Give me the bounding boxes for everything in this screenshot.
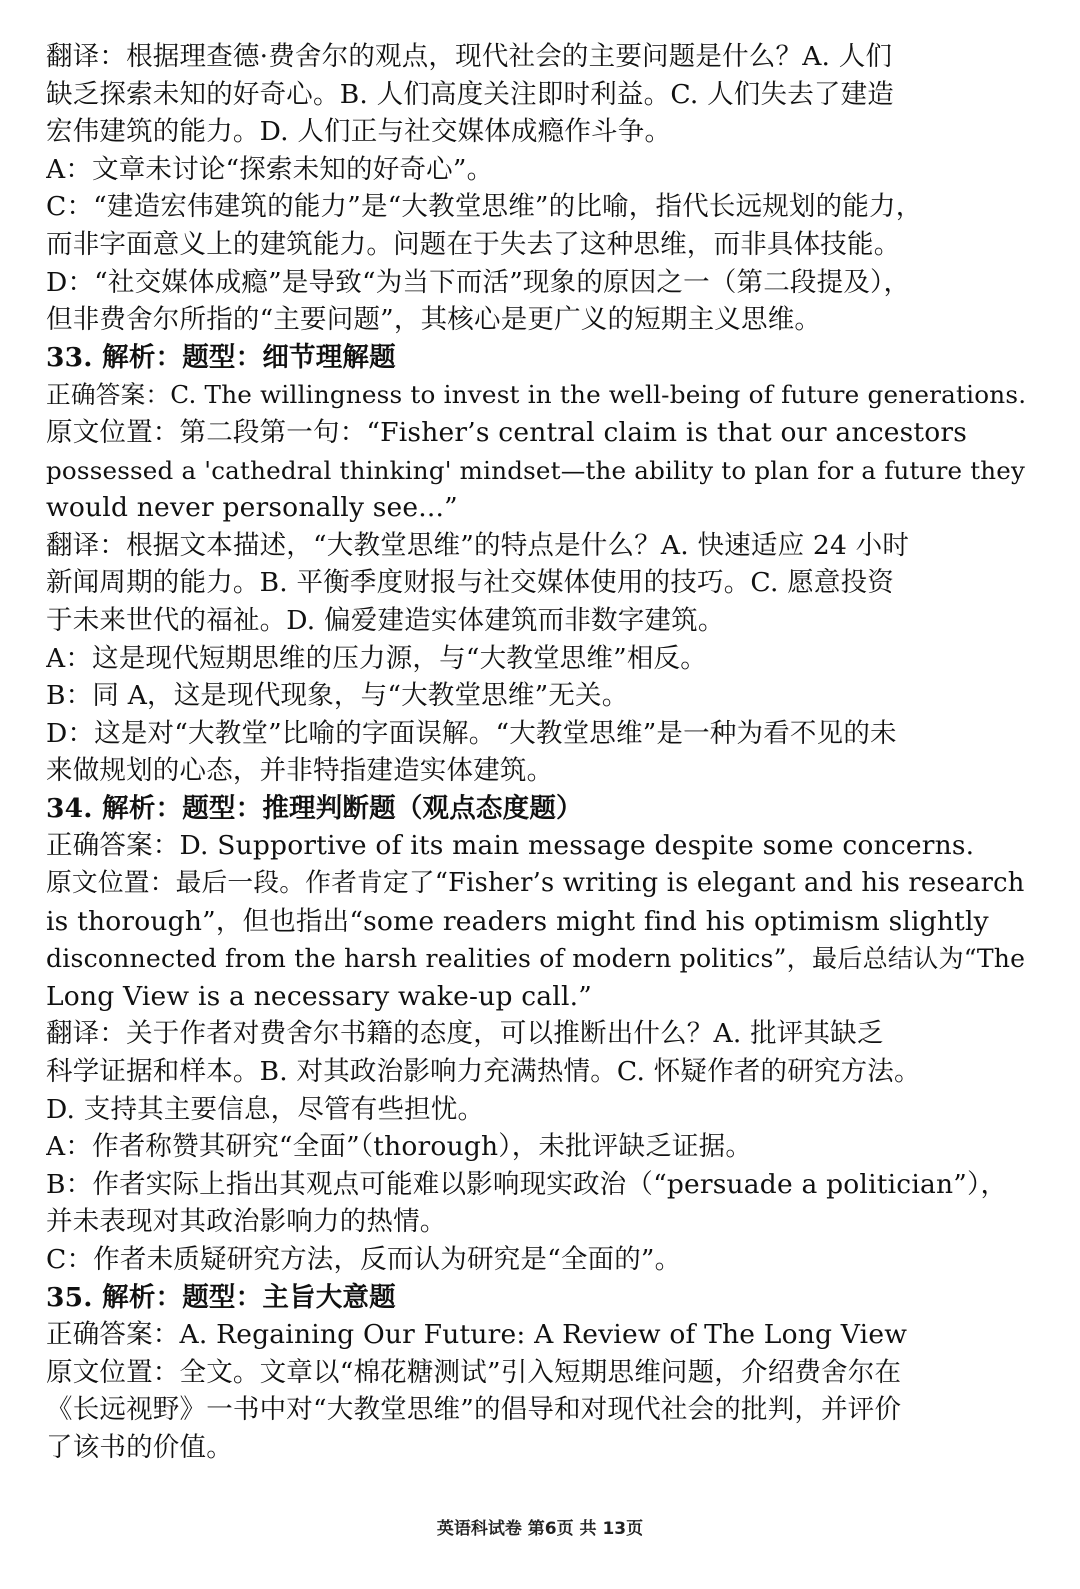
text-line: A：文章未讨论“探索未知的好奇心”。 [46, 153, 494, 185]
text-line: 而非字面意义上的建筑能力。问题在于失去了这种思维，而非具体技能。 [46, 228, 901, 260]
text-line: 《长远视野》一书中对“大教堂思维”的倡导和对现代社会的批判，并评价 [46, 1394, 902, 1426]
question-heading-34: 34. 解析：题型：推理判断题（观点态度题） [46, 792, 583, 824]
text-line: D：“社交媒体成瘾”是导致“为当下而活”现象的原因之一（第二段提及）， [46, 266, 911, 298]
text-line: B：同 A，这是现代现象，与“大教堂思维”无关。 [46, 680, 629, 712]
text-line: 科学证据和样本。B. 对其政治影响力充满热情。C. 怀疑作者的研究方法。 [46, 1056, 921, 1088]
text-line: 正确答案：D. Supportive of its main message despite some concerns. [46, 830, 975, 862]
text-line: 翻译：根据理查德·费舍尔的观点，现代社会的主要问题是什么？A. 人们 [46, 41, 893, 72]
text-line: Long View is a necessary wake-up call.” [46, 980, 592, 1012]
text-line: 原文位置：全文。文章以“棉花糖测试”引入短期思维问题，介绍费舍尔在 [46, 1356, 902, 1388]
text-line: 正确答案：A. Regaining Our Future: A Review of The Long View [46, 1319, 908, 1351]
text-line: is thorough”，但也指出“some readers might find his optimism slightly [46, 905, 989, 937]
text-line: 来做规划的心态，并非特指建造实体建筑。 [46, 755, 554, 787]
question-heading-33: 33. 解析：题型：细节理解题 [46, 341, 396, 373]
text-line: C：“建造宏伟建筑的能力”是“大教堂思维”的比喻，指代长远规划的能力， [46, 191, 923, 223]
text-line: disconnected from the harsh realities of modern politics”，最后总结认为“The [46, 944, 1026, 974]
text-line: A：作者称赞其研究“全面”（thorough），未批评缺乏证据。 [46, 1131, 753, 1163]
text-line: A：这是现代短期思维的压力源，与“大教堂思维”相反。 [46, 642, 707, 674]
text-line: 并未表现对其政治影响力的热情。 [46, 1206, 447, 1238]
document-page [46, 38, 1030, 1467]
text-line: 但非费舍尔所指的“主要问题”，其核心是更广义的短期主义思维。 [46, 304, 822, 336]
text-line: D. 支持其主要信息，尽管有些担忧。 [46, 1093, 485, 1125]
text-line: 于未来世代的福祉。D. 偏爱建造实体建筑而非数字建筑。 [46, 604, 725, 636]
text-line: 了该书的价值。 [46, 1431, 233, 1463]
text-line: B：作者实际上指出其观点可能难以影响现实政治（“persuade a politician”）， [46, 1168, 1008, 1200]
text-line: 正确答案：C. The willingness to invest in the well-being of future generations. [46, 380, 1027, 410]
text-line: 翻译：关于作者对费舍尔书籍的态度，可以推断出什么？A. 批评其缺乏 [46, 1018, 884, 1050]
page-footer: 英语科试卷 第6页 共 13页 [436, 1519, 644, 1539]
text-line: would never personally see...” [46, 492, 458, 524]
text-line: 宏伟建筑的能力。D. 人们正与社交媒体成瘾作斗争。 [46, 116, 672, 148]
text-line: 翻译：根据文本描述，“大教堂思维”的特点是什么？A. 快速适应 24 小时 [46, 529, 910, 561]
text-line: 新闻周期的能力。B. 平衡季度财报与社交媒体使用的技巧。C. 愿意投资 [46, 567, 894, 599]
text-line: D：这是对“大教堂”比喻的字面误解。“大教堂思维”是一种为看不见的未 [46, 717, 897, 749]
text-line: 原文位置：第二段第一句：“Fisher’s central claim is that our ancestors [46, 416, 968, 448]
text-line: 原文位置：最后一段。作者肯定了“Fisher’s writing is elegant and his research [46, 868, 1025, 899]
text-line: C：作者未质疑研究方法，反而认为研究是“全面的”。 [46, 1244, 682, 1275]
text-line: 缺乏探索未知的好奇心。B. 人们高度关注即时利益。C. 人们失去了建造 [46, 78, 894, 110]
text-line: possessed a 'cathedral thinking' mindset—the ability to plan for a future they [46, 455, 1026, 485]
question-heading-35: 35. 解析：题型：主旨大意题 [46, 1281, 396, 1313]
